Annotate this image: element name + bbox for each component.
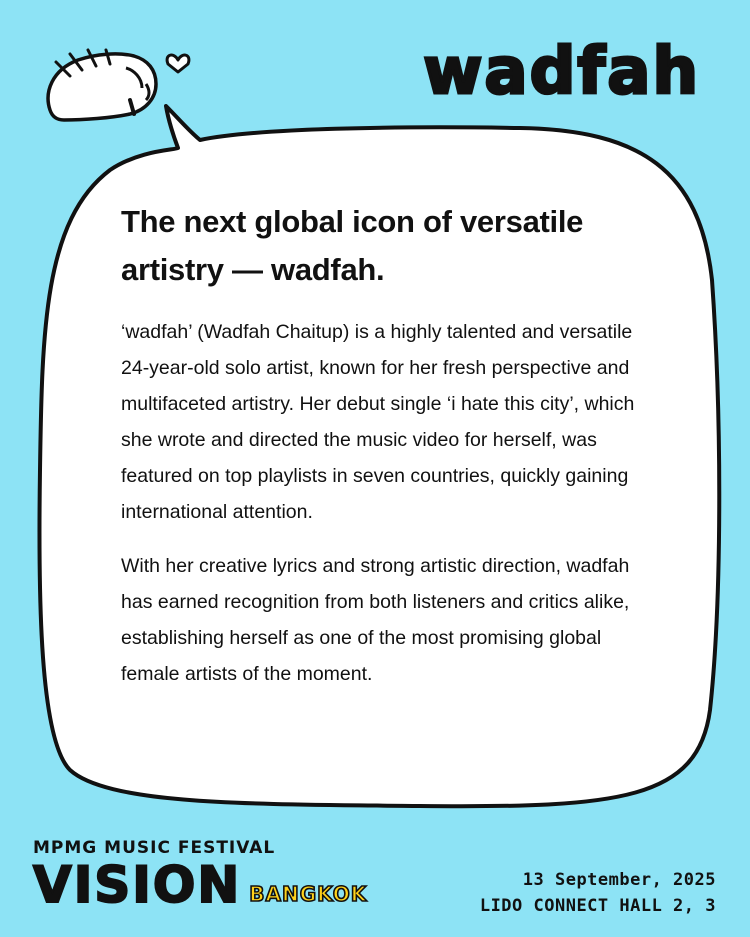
festival-city: BANGKOK <box>249 882 368 906</box>
event-venue: LIDO CONNECT HALL 2, 3 <box>479 896 716 916</box>
festival-label: MPMG MUSIC FESTIVAL <box>33 838 276 858</box>
festival-branding <box>33 838 368 914</box>
headline: The next global icon of versatile artistry — wadfah. <box>121 204 584 287</box>
event-details <box>480 867 716 919</box>
artist-logo: wadfah <box>423 35 700 109</box>
bio-content <box>121 198 661 710</box>
bio-paragraph-2: With her creative lyrics and strong artistic direction, wadfah has earned recognition from both listeners and critics alike, establishing herself as one of the most promising global female artists of the moment. <box>121 555 630 685</box>
rabbit-hand-doodle-icon <box>30 40 200 140</box>
festival-name: VISION <box>33 856 242 914</box>
heart-icon <box>167 55 189 72</box>
event-date: 13 September, 2025 <box>522 870 716 890</box>
bio-paragraph-1: ‘wadfah’ (Wadfah Chaitup) is a highly talented and versatile 24-year-old solo artist, known for her fresh perspective and multifaceted artistry. Her debut single ‘i hate this city’, which she wrote and directed the music video for herself, was featured on top playlists in seven countries, quickly gaining international attention. <box>121 321 635 523</box>
